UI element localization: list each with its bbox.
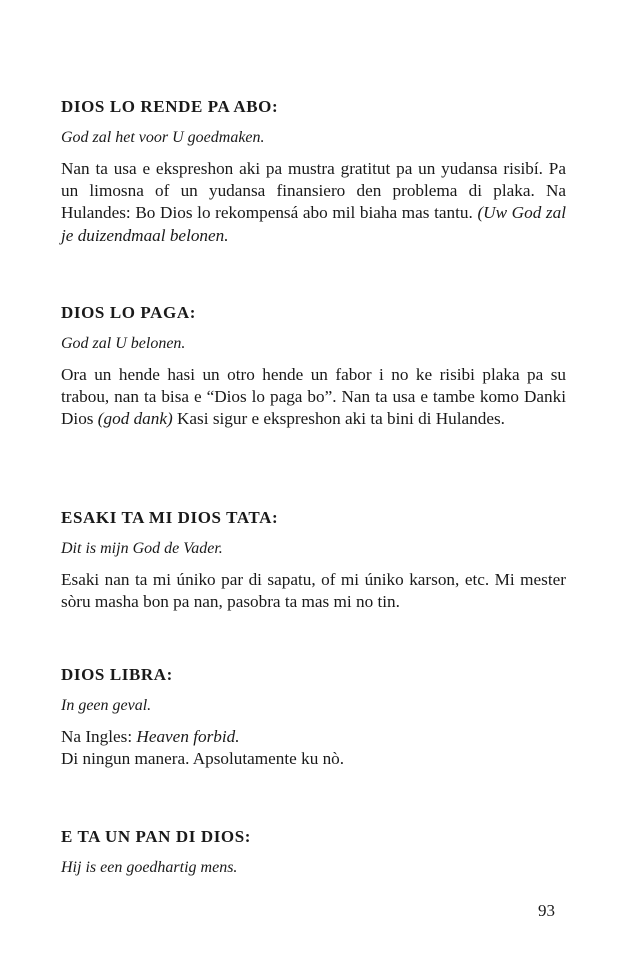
entry-esaki-ta-mi-dios-tata: [61, 507, 566, 613]
text-run: Na Ingles:: [61, 727, 137, 746]
entry-body: [61, 726, 566, 770]
entry-paragraph: [61, 569, 566, 613]
entry-paragraph: [61, 364, 566, 431]
text-run: Di ningun manera. Apsolutamente ku nò.: [61, 749, 345, 769]
entry-paragraph: [61, 726, 566, 748]
entry-body: [61, 158, 566, 247]
entry-translation: Hij is een goedhartig mens.: [61, 859, 238, 876]
text-run: Ora un hende hasi un otro hende un fabor i no ke risibi plaka pa su trabou, nan ta bisa e “Dios lo paga bo”. Nan ta usa e tambe komo Danki Dios: [61, 365, 566, 429]
italic-run: (Uw God zal je duizendmaal belonen.: [61, 203, 566, 245]
entry-translation: Dit is mijn God de Vader.: [61, 540, 223, 557]
entry-translation: God zal het voor U goedmaken.: [61, 129, 265, 146]
entry-translation: God zal U belonen.: [61, 335, 186, 352]
entry-e-ta-un-pan-di-dios: [61, 826, 566, 879]
entry-translation: In geen geval.: [61, 697, 152, 714]
italic-run: (god dank): [97, 409, 173, 429]
book-page: [61, 0, 566, 968]
text-run: Nan ta usa e ekspreshon aki pa mustra gratitut pa un yudansa risibí. Pa un limosna of un yudansa finansiero den problema di plaka. Na Hulandes: Bo Dios lo rekompensá abo mil biaha mas tantu.: [61, 159, 566, 223]
entry-paragraph: [61, 158, 566, 247]
entry-paragraph: [61, 748, 566, 770]
entry-dios-libra: [61, 664, 566, 770]
entry-heading: DIOS LO RENDE PA ABO:: [61, 97, 279, 116]
text-run: Esaki nan ta mi úniko par di sapatu, of mi úniko karson, etc. Mi mester sòru masha bon pa nan, pasobra ta mas mi no tin.: [61, 570, 566, 612]
entry-heading: DIOS LO PAGA:: [61, 303, 196, 322]
entry-dios-lo-rende-pa-abo: [61, 96, 566, 247]
entry-dios-lo-paga: [61, 302, 566, 431]
entry-heading: E TA UN PAN DI DIOS:: [61, 827, 252, 846]
entry-heading: DIOS LIBRA:: [61, 665, 173, 684]
text-run: Kasi sigur e ekspreshon aki ta bini di Hulandes.: [172, 409, 505, 429]
entry-body: [61, 364, 566, 431]
entry-heading: ESAKI TA MI DIOS TATA:: [61, 508, 279, 527]
entry-body: [61, 569, 566, 613]
page-number: 93: [538, 901, 555, 920]
italic-run: Heaven forbid.: [136, 727, 240, 746]
